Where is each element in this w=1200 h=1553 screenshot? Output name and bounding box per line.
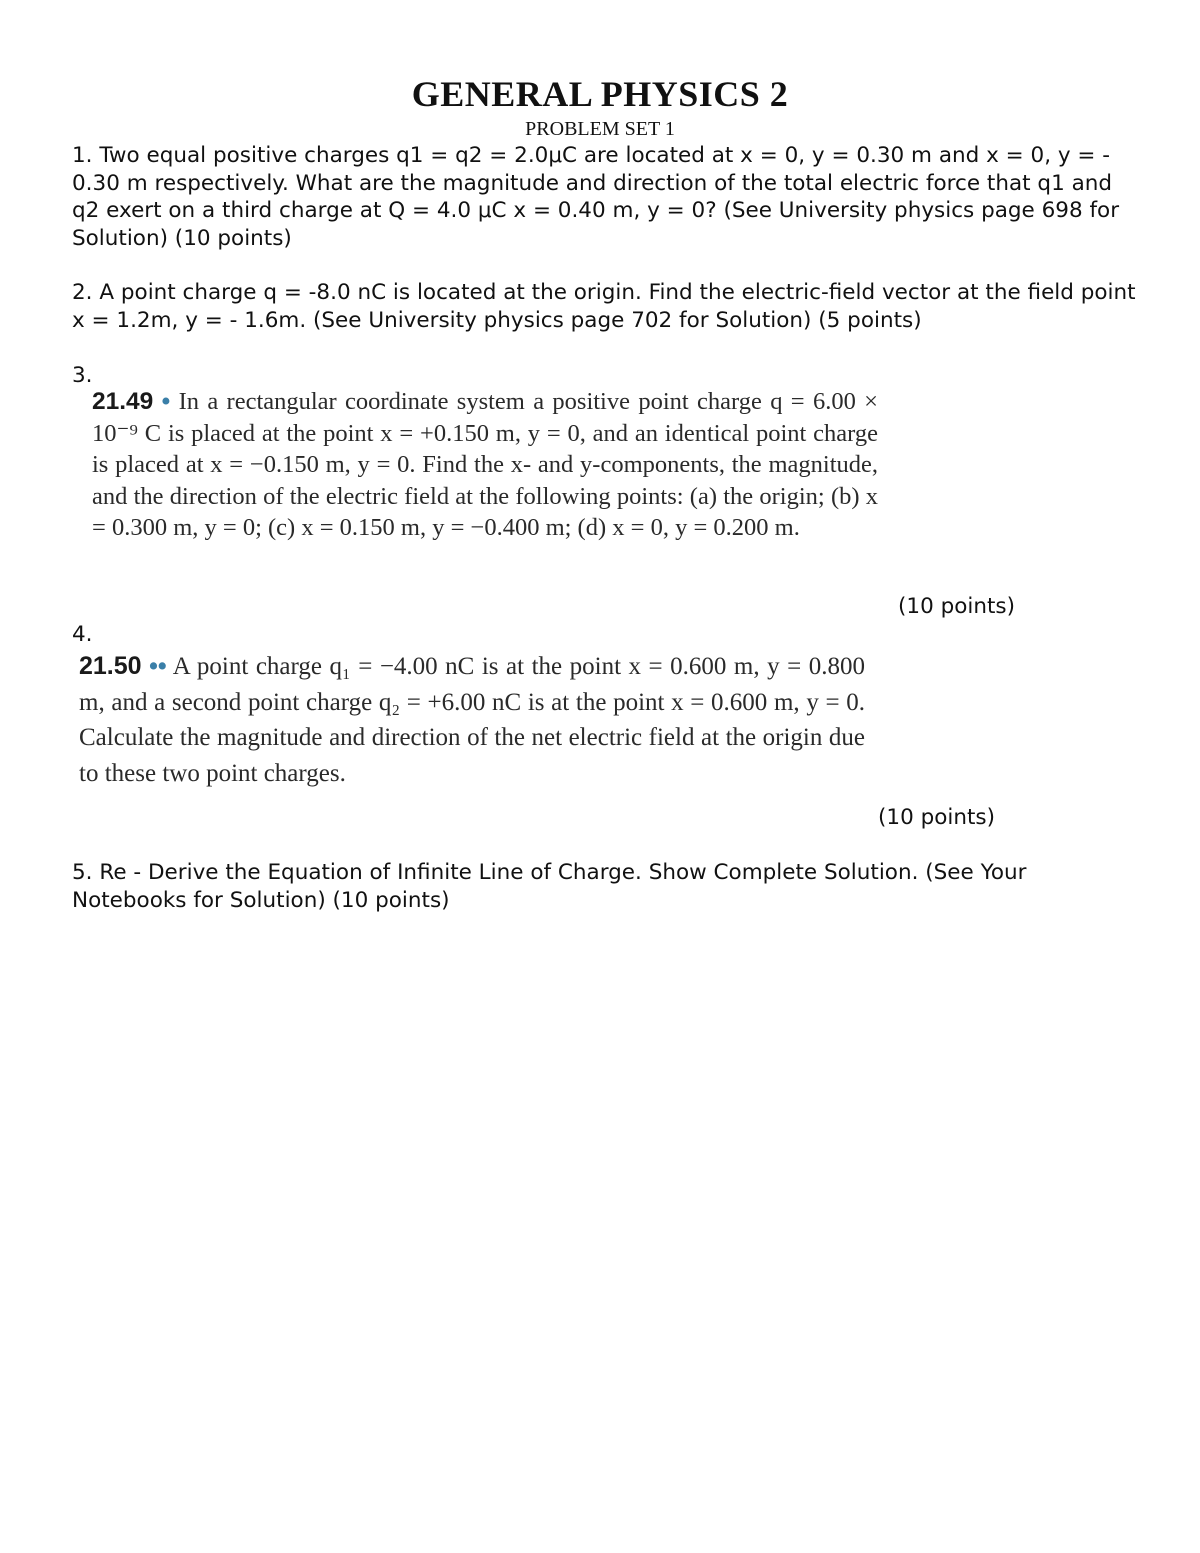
problem-3-excerpt-text: In a rectangular coordinate system a positive point charge q = 6.00 × 10⁻⁹ C is placed at the point x = +0.150 m, y = 0, and an identical point charge is placed at x = −0.150 m, y = 0. Find the x- and y-components, the magnitude, and the direction of the electric field at the following points: (a) the origin; (b) x = 0.300 m, y = 0; (c) x = 0.150 m, y = −0.400 m; (d) x = 0, y = 0.200 m. xyxy=(92,388,878,541)
problem-3-textbook-excerpt xyxy=(92,386,878,544)
difficulty-dot-icon: • xyxy=(161,388,171,415)
document-subtitle: PROBLEM SET 1 xyxy=(525,118,675,140)
problem-4-excerpt-number: 21.50 xyxy=(79,652,142,680)
document-title: GENERAL PHYSICS 2 xyxy=(411,74,789,114)
problem-3-points: (10 points) xyxy=(898,594,1016,619)
problem-5-text: 5. Re - Derive the Equation of Infinite Line of Charge. Show Complete Solution. (See Your Notebooks for Solution) (10 points) xyxy=(72,860,1027,913)
difficulty-dots-icon: •• xyxy=(149,652,167,680)
problem-3-excerpt-number: 21.49 xyxy=(92,388,154,415)
problem-2-text: 2. A point charge q = -8.0 nC is located at the origin. Find the electric-field vector at the field point x = 1.2m, y = - 1.6m. (See University physics page 702 for Solution) (5 points) xyxy=(72,280,1136,333)
problem-3-label: 3. xyxy=(72,363,93,388)
problem-1-text: 1. Two equal positive charges q1 = q2 = 2.0μC are located at x = 0, y = 0.30 m and x = 0, y = - 0.30 m respectively. What are the magnitude and direction of the total electric force that q1 and q2 exert on a third charge at Q = 4.0 μC x = 0.40 m, y = 0? (See University physics page 698 for Solution) (10 points) xyxy=(72,143,1120,251)
problem-4-textbook-excerpt xyxy=(79,649,865,791)
problem-4-points: (10 points) xyxy=(878,805,996,830)
problem-4-excerpt-text: A point charge q₁ = −4.00 nC is at the point x = 0.600 m, y = 0.800 m, and a second point charge q₂ = +6.00 nC is at the point x = 0.600 m, y = 0. Calculate the magnitude and direction of the net electric field at the origin due to these two point charges. xyxy=(79,653,865,787)
problem-4-label: 4. xyxy=(72,622,93,647)
